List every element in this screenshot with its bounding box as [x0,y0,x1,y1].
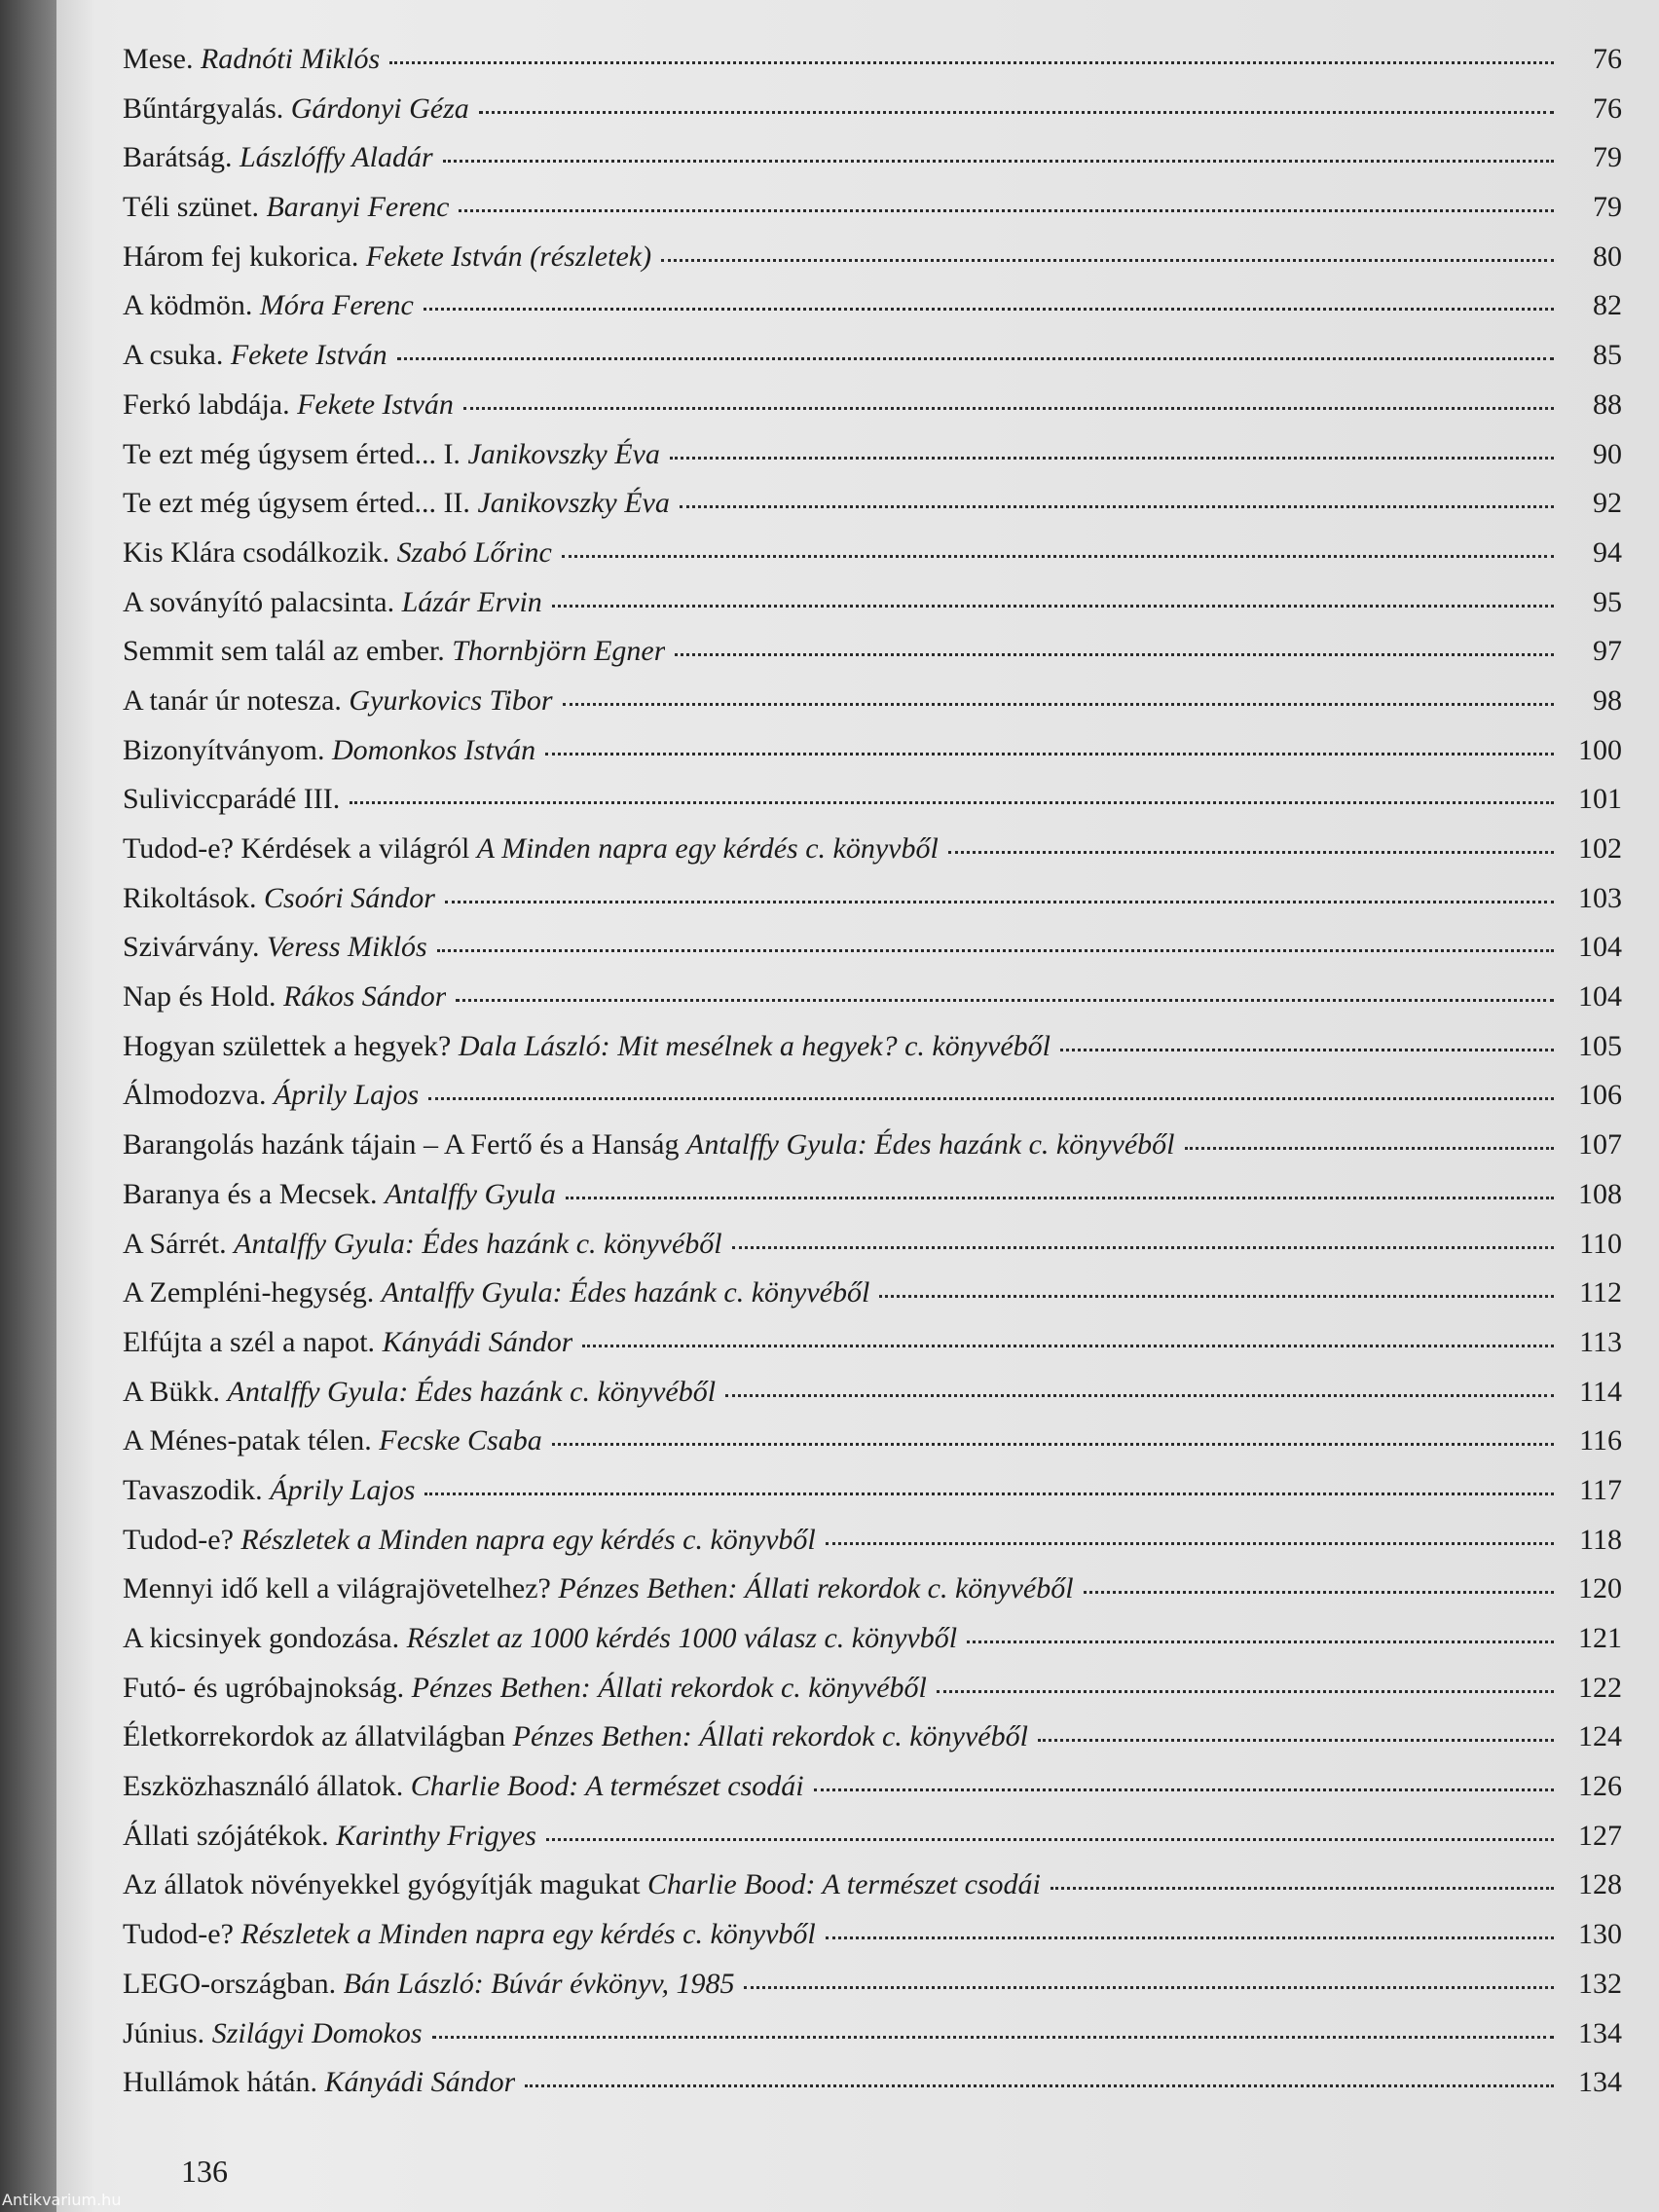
toc-entry-page: 100 [1578,733,1622,766]
dot-leader [732,1246,1554,1249]
toc-entry-page: 101 [1578,783,1622,816]
toc-entry-page: 113 [1579,1325,1622,1358]
toc-entry-title: Nap és Hold. [123,980,276,1014]
toc-entry-author: Radnóti Miklós [200,43,381,75]
dot-leader [937,1690,1554,1693]
toc-entry [123,1672,1622,1721]
toc-entry [123,882,1622,932]
toc-entry-author: Domonkos István [331,733,536,766]
toc-entry [123,43,1622,92]
toc-entry-page: 134 [1578,2066,1622,2099]
toc-entry-page: 97 [1593,635,1622,668]
toc-entry [123,783,1622,832]
toc-entry-author: Karinthy Frigyes [336,1819,536,1852]
toc-entry-page: 130 [1578,1918,1622,1951]
toc-entry-author: Dala László: Mit mesélnek a hegyek? c. könyvéből [458,1029,1051,1062]
toc-entry-title: Tavaszodik. [123,1473,263,1506]
toc-entry-page: 114 [1579,1375,1622,1408]
toc-entry [123,191,1622,240]
toc-entry-text [123,1720,1028,1753]
toc-entry-text [123,388,454,422]
table-of-contents [123,43,1622,2116]
toc-entry-text [123,2017,423,2050]
toc-entry-title: A soványító palacsinta. [123,585,395,618]
toc-entry-title: Elfújta a szél a napot. [123,1325,376,1358]
toc-entry-author: Fekete István (részletek) [365,240,652,273]
toc-entry [123,2017,1622,2067]
toc-entry [123,635,1622,684]
dot-leader [670,457,1554,460]
toc-entry-text [123,1326,572,1359]
toc-entry-author: Gyurkovics Tibor [349,683,553,717]
toc-entry-text [123,783,340,816]
toc-entry-author: Kányádi Sándor [382,1325,573,1358]
toc-entry-page: 110 [1579,1227,1622,1260]
dot-leader [563,703,1554,706]
toc-entry-text [123,339,387,372]
toc-entry [123,240,1622,290]
toc-entry-author: Baranyi Ferenc [266,191,450,224]
toc-entry [123,2066,1622,2116]
toc-entry [123,1178,1622,1228]
toc-entry [123,1770,1622,1820]
toc-entry-author: Janikovszky Éva [477,487,670,520]
toc-entry-text [123,1276,869,1309]
toc-entry-title: A csuka. [123,339,224,372]
dot-leader [456,999,1554,1002]
toc-entry-title: Téli szünet. [123,191,259,224]
dot-leader [826,1542,1554,1545]
toc-entry-page: 124 [1578,1720,1622,1753]
toc-entry [123,1079,1622,1128]
toc-entry-text [123,1820,536,1853]
toc-entry-title: Semmit sem talál az ember. [123,635,445,668]
toc-entry-author: Thornbjörn Egner [452,635,666,668]
toc-entry-title: Bűntárgyalás. [123,92,284,125]
toc-entry-text [123,1622,957,1655]
toc-entry [123,289,1622,339]
toc-entry-page: 126 [1578,1770,1622,1803]
toc-entry-text [123,980,446,1014]
dot-leader [826,1936,1554,1939]
toc-entry-page: 120 [1578,1572,1622,1605]
toc-entry-title: Barangolás hazánk tájain – A Fertő és a Hanság [123,1128,680,1161]
toc-entry [123,931,1622,980]
toc-entry-page: 132 [1578,1967,1622,2000]
toc-entry [123,1128,1622,1178]
toc-entry-author: Janikovszky Éva [467,437,660,470]
toc-entry-author: Pénzes Bethen: Állati rekordok c. könyvéből [512,1720,1028,1753]
toc-entry-title: A Sárrét. [123,1227,227,1260]
watermark: Antikvarium.hu [2,2191,122,2209]
dot-leader [424,1493,1554,1495]
toc-entry-author: Charlie Bood: A természet csodái [410,1770,804,1803]
toc-entry-title: Ferkó labdája. [123,387,290,421]
toc-entry-page: 82 [1593,289,1622,322]
toc-entry [123,980,1622,1030]
toc-entry-text [123,1918,816,1951]
toc-entry-page: 88 [1593,387,1622,421]
toc-entry-author: Antalffy Gyula: Édes hazánk c. könyvéből [686,1128,1175,1161]
dot-leader [545,753,1554,756]
dot-leader [814,1788,1554,1791]
toc-entry-page: 79 [1593,191,1622,224]
toc-entry-page: 76 [1593,43,1622,75]
dot-leader [437,949,1554,952]
toc-entry-text [123,1672,927,1705]
toc-entry-text [123,684,553,718]
dot-leader [479,111,1554,114]
toc-entry-title: A kicsinyek gondozása. [123,1622,400,1654]
toc-entry-text [123,1968,734,2001]
toc-entry-page: 90 [1593,437,1622,470]
toc-entry [123,1474,1622,1524]
toc-entry-page: 106 [1578,1079,1622,1112]
dot-leader [582,1345,1554,1347]
book-binding [0,0,60,2212]
toc-entry-text [123,931,427,964]
dot-leader [661,259,1554,262]
toc-entry-author: Fecske Csaba [379,1424,542,1457]
toc-entry-title: Baranya és a Mecsek. [123,1177,378,1210]
toc-entry-author: Móra Ferenc [259,289,414,322]
toc-entry [123,388,1622,438]
toc-entry-title: Mese. [123,43,194,75]
toc-entry-page: 121 [1578,1622,1622,1654]
dot-leader [443,160,1554,163]
toc-entry-text [123,43,380,76]
toc-entry-author: Rákos Sándor [282,980,447,1014]
toc-entry-author: Csoóri Sándor [264,881,435,914]
toc-entry-author: Lázár Ervin [401,585,542,618]
toc-entry-author: Részletek a Minden napra egy kérdés c. könyvből [240,1523,816,1556]
toc-entry-title: Kis Klára csodálkozik. [123,535,390,569]
toc-entry [123,487,1622,536]
toc-entry [123,684,1622,734]
toc-entry [123,1424,1622,1474]
dot-leader [552,605,1554,608]
toc-entry-page: 104 [1578,931,1622,964]
toc-entry [123,1820,1622,1869]
toc-entry-page: 85 [1593,339,1622,372]
toc-entry [123,1622,1622,1672]
toc-entry-text [123,438,660,471]
toc-entry-title: Te ezt még úgysem érted... I. [123,437,461,470]
toc-entry-author: Fekete István [297,387,454,421]
toc-entry-author: Gárdonyi Géza [290,92,469,125]
toc-entry-text [123,1868,1041,1901]
dot-leader [948,851,1554,854]
toc-entry-title: Te ezt még úgysem érted... II. [123,487,470,520]
toc-entry-author: Áprily Lajos [270,1473,416,1506]
toc-entry-text [123,536,552,570]
dot-leader [1185,1147,1554,1150]
toc-entry-title: Szivárvány. [123,931,260,964]
toc-entry [123,438,1622,488]
dot-leader [463,407,1554,410]
toc-entry-author: Antalffy Gyula: Édes hazánk c. könyvéből [381,1276,870,1309]
toc-entry-author: Részlet az 1000 kérdés 1000 válasz c. könyvből [406,1622,958,1654]
toc-entry-page: 80 [1593,240,1622,273]
dot-leader [459,209,1554,212]
toc-entry-page: 95 [1593,585,1622,618]
toc-entry-author: Antalffy Gyula [385,1177,556,1210]
toc-entry [123,1868,1622,1918]
toc-entry-title: Három fej kukorica. [123,240,359,273]
toc-entry [123,1326,1622,1376]
toc-entry-page: 122 [1578,1671,1622,1704]
toc-entry [123,586,1622,636]
toc-entry-page: 76 [1593,92,1622,125]
toc-entry-author: Pénzes Bethen: Állati rekordok c. könyvéből [558,1572,1074,1605]
toc-entry-page: 98 [1593,683,1622,717]
toc-entry-author: Antalffy Gyula: Édes hazánk c. könyvéből [234,1227,722,1260]
dot-leader [566,1197,1554,1199]
toc-entry-title: Az állatok növényekkel gyógyítják magukat [123,1868,641,1901]
toc-entry [123,1918,1622,1968]
page-number: 136 [181,2154,228,2189]
toc-entry-text [123,586,542,619]
dot-leader [432,2036,1554,2039]
toc-entry-author: Lászlóffy Aladár [239,141,433,174]
toc-entry-text [123,487,670,520]
toc-entry-text [123,1128,1175,1161]
toc-entry-title: Június. [123,2016,205,2049]
toc-entry-title: Eszközhasználó állatok. [123,1770,404,1803]
dot-leader [445,901,1554,903]
dot-leader [1051,1887,1554,1890]
toc-entry-title: Futó- és ugróbajnokság. [123,1671,405,1704]
toc-entry-page: 134 [1578,2016,1622,2049]
toc-entry-page: 116 [1579,1424,1622,1457]
toc-entry-author: Szabó Lőrinc [396,535,552,569]
toc-entry-author: Charlie Bood: A természet csodái [647,1868,1041,1901]
dot-leader [428,1097,1554,1100]
dot-leader [389,61,1554,64]
toc-entry-text [123,1079,419,1112]
toc-entry [123,92,1622,142]
toc-entry-title: Mennyi idő kell a világrajövetelhez? [123,1572,551,1605]
toc-entry-author: Áprily Lajos [273,1079,420,1112]
toc-entry-title: Barátság. [123,141,233,174]
toc-entry [123,1228,1622,1277]
dot-leader [680,505,1554,508]
toc-entry-page: 79 [1593,141,1622,174]
toc-entry [123,1030,1622,1080]
toc-entry-text [123,2066,515,2099]
toc-entry-title: A Zempléni-hegység. [123,1276,375,1309]
dot-leader [552,1443,1554,1446]
toc-entry [123,1572,1622,1622]
toc-entry-author: Részletek a Minden napra egy kérdés c. könyvből [240,1918,816,1951]
toc-entry-page: 107 [1578,1128,1622,1161]
dot-leader [350,801,1554,804]
toc-entry-text [123,635,665,668]
toc-entry-page: 105 [1578,1029,1622,1062]
dot-leader [525,2084,1554,2087]
toc-entry [123,1376,1622,1425]
dot-leader [967,1641,1554,1643]
toc-entry [123,536,1622,586]
toc-entry-text [123,240,651,274]
toc-entry-author: Bán László: Búvár évkönyv, 1985 [343,1967,735,2000]
toc-entry-author: A Minden napra egy kérdés c. könyvből [476,832,939,865]
toc-entry [123,141,1622,191]
dot-leader [424,308,1554,311]
toc-entry-text [123,191,449,224]
dot-leader [1060,1049,1554,1051]
toc-entry-title: Állati szójátékok. [123,1819,329,1852]
toc-entry-author: Kányádi Sándor [324,2066,516,2099]
toc-entry-text [123,1376,716,1409]
toc-entry-title: A ködmön. [123,289,253,322]
toc-entry-text [123,882,435,915]
toc-entry-title: A tanár úr notesza. [123,683,342,717]
toc-entry-text [123,1228,722,1261]
dot-leader [1084,1591,1554,1594]
dot-leader [397,357,1554,360]
toc-entry [123,1276,1622,1326]
toc-entry-title: Tudod-e? [123,1918,234,1951]
toc-entry-author: Antalffy Gyula: Édes hazánk c. könyvéből [227,1375,717,1408]
toc-entry-title: Tudod-e? Kérdések a világról [123,832,470,865]
toc-entry-text [123,1524,816,1557]
toc-entry [123,339,1622,388]
toc-entry-text [123,92,469,126]
toc-entry [123,1524,1622,1573]
toc-entry-page: 118 [1579,1523,1622,1556]
toc-entry-title: LEGO-országban. [123,1967,337,2000]
toc-entry-author: Pénzes Bethen: Állati rekordok c. könyvéből [411,1671,927,1704]
dot-leader [1038,1739,1554,1742]
toc-entry-title: A Ménes-patak télen. [123,1424,372,1457]
toc-entry-page: 102 [1578,832,1622,865]
toc-entry-page: 128 [1578,1868,1622,1901]
toc-entry [123,1968,1622,2017]
toc-entry-page: 127 [1578,1819,1622,1852]
dot-leader [546,1838,1554,1841]
toc-entry-title: Álmodozva. [123,1079,267,1112]
dot-leader [725,1394,1554,1397]
toc-entry-author: Szilágyi Domokos [211,2016,423,2049]
toc-entry-page: 117 [1579,1473,1622,1506]
toc-entry-title: Tudod-e? [123,1523,234,1556]
dot-leader [879,1295,1554,1298]
toc-entry-page: 104 [1578,980,1622,1014]
toc-entry-title: Hogyan születtek a hegyek? [123,1029,452,1062]
toc-entry-title: Bizonyítványom. [123,733,325,766]
toc-entry-text [123,1178,556,1211]
toc-entry-page: 103 [1578,881,1622,914]
toc-entry-author: Veress Miklós [267,931,427,964]
toc-entry-title: Suliviccparádé III. [123,783,341,816]
toc-entry [123,1720,1622,1770]
toc-entry-text [123,1572,1074,1605]
toc-entry-page: 92 [1593,487,1622,520]
toc-entry-text [123,1424,542,1457]
toc-entry-text [123,141,433,174]
toc-entry [123,734,1622,784]
toc-entry-text [123,1770,804,1803]
toc-entry-author: Fekete István [230,339,387,372]
dot-leader [675,653,1554,656]
toc-entry-page: 112 [1579,1276,1622,1309]
toc-entry-text [123,1474,415,1507]
toc-entry-title: A Bükk. [123,1375,221,1408]
toc-entry-text [123,1030,1051,1063]
toc-entry-text [123,289,414,322]
toc-entry-page: 94 [1593,535,1622,569]
toc-entry-page: 108 [1578,1177,1622,1210]
dot-leader [562,555,1554,558]
toc-entry-title: Hullámok hátán. [123,2066,317,2099]
toc-entry [123,832,1622,882]
toc-entry-text [123,832,939,866]
dot-leader [744,1986,1554,1989]
toc-entry-title: Rikoltások. [123,881,257,914]
toc-entry-text [123,734,535,767]
toc-entry-title: Életkorrekordok az állatvilágban [123,1720,506,1753]
